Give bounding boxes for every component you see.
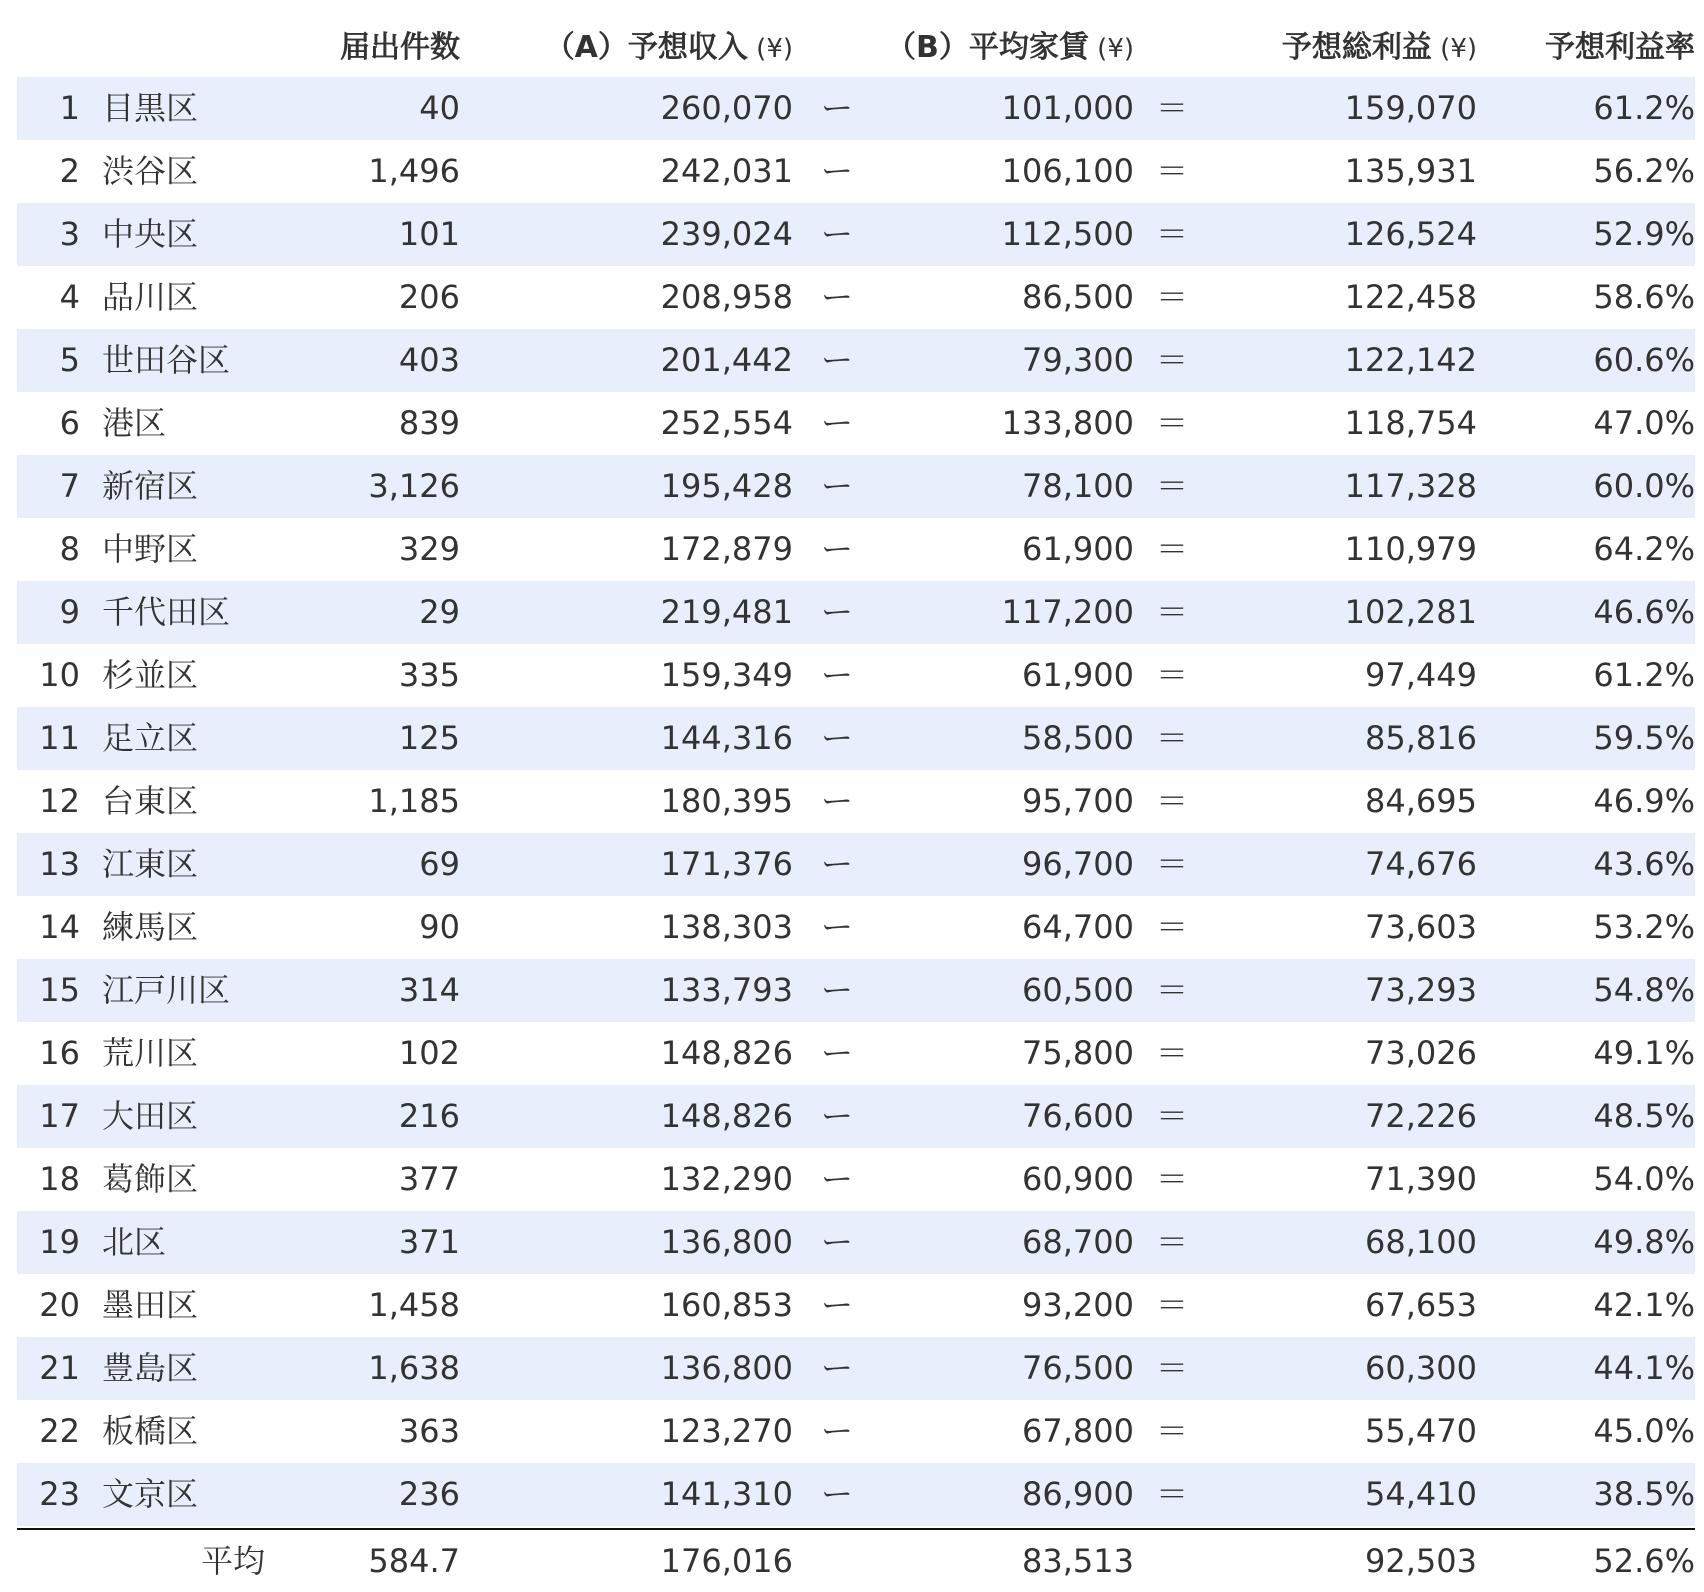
equals-operator: ＝ — [1155, 152, 1188, 190]
equals-operator: ＝ — [1155, 782, 1188, 820]
rank-cell: 15 — [39, 971, 80, 1009]
minus-operator: ー — [820, 89, 853, 127]
equals-operator: ＝ — [1155, 1286, 1188, 1324]
rate-cell: 56.2% — [1593, 152, 1695, 190]
table-row — [17, 392, 1695, 455]
rank-cell: 22 — [39, 1412, 80, 1450]
rate-cell: 64.2% — [1593, 530, 1695, 568]
header-income: （A）予想収入 (¥) — [544, 30, 793, 65]
count-cell: 1,185 — [368, 782, 460, 820]
rate-cell: 43.6% — [1593, 845, 1695, 883]
equals-operator: ＝ — [1155, 278, 1188, 316]
equals-operator: ＝ — [1155, 467, 1188, 505]
minus-operator: ー — [820, 1286, 853, 1324]
profit-cell: 122,142 — [1344, 341, 1477, 379]
ward-cell: 中野区 — [102, 530, 199, 568]
ward-cell: 中央区 — [102, 215, 199, 253]
count-cell: 206 — [398, 278, 460, 316]
table-row — [17, 1085, 1695, 1148]
table-row — [17, 707, 1695, 770]
ward-cell: 目黒区 — [102, 89, 199, 127]
rent-cell: 60,900 — [1022, 1160, 1134, 1198]
table-row — [17, 266, 1695, 329]
header-profit: 予想総利益 (¥) — [1281, 30, 1477, 65]
rent-cell: 93,200 — [1022, 1286, 1134, 1324]
rent-cell: 101,000 — [1001, 89, 1134, 127]
income-cell: 195,428 — [660, 467, 793, 505]
rate-cell: 48.5% — [1593, 1097, 1695, 1135]
rate-cell: 38.5% — [1593, 1475, 1695, 1513]
table-row — [17, 1274, 1695, 1337]
table-row — [17, 77, 1695, 140]
income-cell: 208,958 — [660, 278, 793, 316]
table-row — [17, 896, 1695, 959]
minus-operator: ー — [820, 1349, 853, 1387]
count-cell: 1,458 — [368, 1286, 460, 1324]
rate-cell: 49.1% — [1593, 1034, 1695, 1072]
minus-operator: ー — [820, 1034, 853, 1072]
rate-cell: 53.2% — [1593, 908, 1695, 946]
income-cell: 141,310 — [660, 1475, 793, 1513]
income-cell: 201,442 — [660, 341, 793, 379]
equals-operator: ＝ — [1155, 908, 1188, 946]
income-cell: 242,031 — [660, 152, 793, 190]
rank-cell: 5 — [59, 341, 80, 379]
rent-cell: 86,500 — [1022, 278, 1134, 316]
ward-cell: 杉並区 — [102, 656, 199, 694]
profit-cell: 117,328 — [1344, 467, 1477, 505]
profit-cell: 55,470 — [1365, 1412, 1477, 1450]
average-row — [17, 1530, 1695, 1592]
table-row — [17, 1211, 1695, 1274]
header-rate: 予想利益率 — [1545, 30, 1695, 65]
average-profit: 92,503 — [1365, 1542, 1477, 1580]
rent-cell: 58,500 — [1022, 719, 1134, 757]
income-cell: 252,554 — [660, 404, 793, 442]
profit-cell: 74,676 — [1365, 845, 1477, 883]
rank-cell: 13 — [39, 845, 80, 883]
rank-cell: 21 — [39, 1349, 80, 1387]
ward-cell: 世田谷区 — [102, 341, 231, 379]
count-cell: 371 — [398, 1223, 460, 1261]
ward-cell: 豊島区 — [102, 1349, 199, 1387]
ward-cell: 墨田区 — [102, 1286, 199, 1324]
rank-cell: 12 — [39, 782, 80, 820]
rent-cell: 86,900 — [1022, 1475, 1134, 1513]
rank-cell: 14 — [39, 908, 80, 946]
ward-cell: 葛飾区 — [102, 1160, 199, 1198]
equals-operator: ＝ — [1155, 593, 1188, 631]
minus-operator: ー — [820, 1223, 853, 1261]
rate-cell: 46.9% — [1593, 782, 1695, 820]
income-cell: 133,793 — [660, 971, 793, 1009]
rate-cell: 47.0% — [1593, 404, 1695, 442]
ward-cell: 大田区 — [102, 1097, 199, 1135]
rate-cell: 42.1% — [1593, 1286, 1695, 1324]
rent-cell: 112,500 — [1001, 215, 1134, 253]
profit-cell: 126,524 — [1344, 215, 1477, 253]
minus-operator: ー — [820, 971, 853, 1009]
income-cell: 132,290 — [660, 1160, 793, 1198]
ward-cell: 渋谷区 — [102, 152, 199, 190]
ward-cell: 板橋区 — [102, 1412, 199, 1450]
rate-cell: 49.8% — [1593, 1223, 1695, 1261]
rank-cell: 7 — [59, 467, 80, 505]
profit-cell: 72,226 — [1365, 1097, 1477, 1135]
minus-operator: ー — [820, 215, 853, 253]
equals-operator: ＝ — [1155, 845, 1188, 883]
profit-cell: 118,754 — [1344, 404, 1477, 442]
table-row — [17, 1148, 1695, 1211]
minus-operator: ー — [820, 1475, 853, 1513]
header-count: 届出件数 — [340, 30, 460, 65]
equals-operator: ＝ — [1155, 1475, 1188, 1513]
table-row — [17, 203, 1695, 266]
count-cell: 90 — [419, 908, 460, 946]
rent-cell: 76,500 — [1022, 1349, 1134, 1387]
count-cell: 69 — [419, 845, 460, 883]
profit-cell: 84,695 — [1365, 782, 1477, 820]
table-body — [17, 77, 1695, 1526]
equals-operator: ＝ — [1155, 719, 1188, 757]
table-row — [17, 1337, 1695, 1400]
rate-cell: 60.0% — [1593, 467, 1695, 505]
count-cell: 403 — [398, 341, 460, 379]
minus-operator: ー — [820, 1412, 853, 1450]
header-rent: （B）平均家賃 (¥) — [886, 30, 1134, 65]
table-row — [17, 770, 1695, 833]
profit-cell: 71,390 — [1365, 1160, 1477, 1198]
count-cell: 335 — [398, 656, 460, 694]
minus-operator: ー — [820, 530, 853, 568]
table-row — [17, 140, 1695, 203]
income-cell: 136,800 — [660, 1223, 793, 1261]
rate-cell: 52.9% — [1593, 215, 1695, 253]
equals-operator: ＝ — [1155, 1223, 1188, 1261]
profit-cell: 54,410 — [1365, 1475, 1477, 1513]
rank-cell: 16 — [39, 1034, 80, 1072]
ward-cell: 練馬区 — [102, 908, 199, 946]
rate-cell: 54.0% — [1593, 1160, 1695, 1198]
rate-cell: 54.8% — [1593, 971, 1695, 1009]
profit-cell: 122,458 — [1344, 278, 1477, 316]
rent-cell: 67,800 — [1022, 1412, 1134, 1450]
rent-cell: 133,800 — [1001, 404, 1134, 442]
ward-cell: 足立区 — [102, 719, 199, 757]
minus-operator: ー — [820, 845, 853, 883]
count-cell: 102 — [398, 1034, 460, 1072]
table-row — [17, 518, 1695, 581]
ward-cell: 台東区 — [102, 782, 199, 820]
table-row — [17, 833, 1695, 896]
profit-cell: 60,300 — [1365, 1349, 1477, 1387]
table-row — [17, 1400, 1695, 1463]
equals-operator: ＝ — [1155, 1412, 1188, 1450]
rent-cell: 117,200 — [1001, 593, 1134, 631]
income-cell: 160,853 — [660, 1286, 793, 1324]
ward-cell: 江戸川区 — [102, 971, 231, 1009]
rank-cell: 20 — [39, 1286, 80, 1324]
ward-cell: 北区 — [102, 1223, 167, 1261]
minus-operator: ー — [820, 593, 853, 631]
rent-cell: 60,500 — [1022, 971, 1134, 1009]
income-cell: 180,395 — [660, 782, 793, 820]
profit-cell: 97,449 — [1365, 656, 1477, 694]
minus-operator: ー — [820, 656, 853, 694]
rank-cell: 18 — [39, 1160, 80, 1198]
income-cell: 172,879 — [660, 530, 793, 568]
rent-cell: 96,700 — [1022, 845, 1134, 883]
ward-cell: 江東区 — [102, 845, 199, 883]
equals-operator: ＝ — [1155, 1034, 1188, 1072]
ward-cell: 港区 — [102, 404, 167, 442]
rent-cell: 79,300 — [1022, 341, 1134, 379]
equals-operator: ＝ — [1155, 971, 1188, 1009]
average-rent: 83,513 — [1022, 1542, 1134, 1580]
minus-operator: ー — [820, 467, 853, 505]
rent-cell: 61,900 — [1022, 656, 1134, 694]
minus-operator: ー — [820, 152, 853, 190]
rate-cell: 46.6% — [1593, 593, 1695, 631]
income-cell: 148,826 — [660, 1034, 793, 1072]
rate-cell: 58.6% — [1593, 278, 1695, 316]
count-cell: 40 — [419, 89, 460, 127]
income-cell: 171,376 — [660, 845, 793, 883]
rank-cell: 11 — [39, 719, 80, 757]
count-cell: 236 — [398, 1475, 460, 1513]
rent-cell: 106,100 — [1001, 152, 1134, 190]
profit-cell: 73,293 — [1365, 971, 1477, 1009]
profit-cell: 68,100 — [1365, 1223, 1477, 1261]
profit-cell: 73,026 — [1365, 1034, 1477, 1072]
ward-cell: 千代田区 — [102, 593, 231, 631]
minus-operator: ー — [820, 341, 853, 379]
profit-cell: 73,603 — [1365, 908, 1477, 946]
rent-cell: 61,900 — [1022, 530, 1134, 568]
minus-operator: ー — [820, 782, 853, 820]
income-cell: 136,800 — [660, 1349, 793, 1387]
rate-cell: 59.5% — [1593, 719, 1695, 757]
rent-cell: 78,100 — [1022, 467, 1134, 505]
header-row — [17, 0, 1695, 77]
income-cell: 159,349 — [660, 656, 793, 694]
rent-cell: 95,700 — [1022, 782, 1134, 820]
minus-operator: ー — [820, 908, 853, 946]
count-cell: 29 — [419, 593, 460, 631]
count-cell: 377 — [398, 1160, 460, 1198]
rank-cell: 4 — [59, 278, 80, 316]
count-cell: 101 — [398, 215, 460, 253]
equals-operator: ＝ — [1155, 215, 1188, 253]
income-cell: 123,270 — [660, 1412, 793, 1450]
rank-cell: 9 — [59, 593, 80, 631]
rent-cell: 76,600 — [1022, 1097, 1134, 1135]
rate-cell: 61.2% — [1593, 656, 1695, 694]
equals-operator: ＝ — [1155, 1160, 1188, 1198]
rank-cell: 8 — [59, 530, 80, 568]
rank-cell: 10 — [39, 656, 80, 694]
income-cell: 144,316 — [660, 719, 793, 757]
average-rate: 52.6% — [1593, 1542, 1695, 1580]
table-row — [17, 455, 1695, 518]
profit-cell: 67,653 — [1365, 1286, 1477, 1324]
minus-operator: ー — [820, 1160, 853, 1198]
profit-cell: 159,070 — [1344, 89, 1477, 127]
income-cell: 148,826 — [660, 1097, 793, 1135]
rank-cell: 3 — [59, 215, 80, 253]
count-cell: 314 — [398, 971, 460, 1009]
rate-cell: 45.0% — [1593, 1412, 1695, 1450]
table-row — [17, 1022, 1695, 1085]
ward-cell: 文京区 — [102, 1475, 199, 1513]
rate-cell: 60.6% — [1593, 341, 1695, 379]
rank-cell: 23 — [39, 1475, 80, 1513]
rank-cell: 1 — [59, 89, 80, 127]
count-cell: 363 — [398, 1412, 460, 1450]
equals-operator: ＝ — [1155, 404, 1188, 442]
equals-operator: ＝ — [1155, 530, 1188, 568]
ward-cell: 新宿区 — [102, 467, 199, 505]
rent-cell: 64,700 — [1022, 908, 1134, 946]
average-label: 平均 — [200, 1542, 265, 1580]
equals-operator: ＝ — [1155, 656, 1188, 694]
rank-cell: 17 — [39, 1097, 80, 1135]
income-cell: 219,481 — [660, 593, 793, 631]
rate-cell: 44.1% — [1593, 1349, 1695, 1387]
minus-operator: ー — [820, 719, 853, 757]
profit-cell: 110,979 — [1344, 530, 1477, 568]
equals-operator: ＝ — [1155, 1349, 1188, 1387]
minus-operator: ー — [820, 1097, 853, 1135]
profit-table — [17, 0, 1695, 1592]
rank-cell: 6 — [59, 404, 80, 442]
profit-cell: 102,281 — [1344, 593, 1477, 631]
average-count: 584.7 — [368, 1542, 460, 1580]
income-cell: 239,024 — [660, 215, 793, 253]
count-cell: 216 — [398, 1097, 460, 1135]
table-row — [17, 644, 1695, 707]
average-income: 176,016 — [660, 1542, 793, 1580]
income-cell: 260,070 — [660, 89, 793, 127]
rate-cell: 61.2% — [1593, 89, 1695, 127]
count-cell: 839 — [398, 404, 460, 442]
rent-cell: 68,700 — [1022, 1223, 1134, 1261]
rent-cell: 75,800 — [1022, 1034, 1134, 1072]
equals-operator: ＝ — [1155, 89, 1188, 127]
profit-cell: 85,816 — [1365, 719, 1477, 757]
ward-cell: 荒川区 — [102, 1034, 199, 1072]
income-cell: 138,303 — [660, 908, 793, 946]
equals-operator: ＝ — [1155, 341, 1188, 379]
table-row — [17, 329, 1695, 392]
table-row — [17, 959, 1695, 1022]
table-row — [17, 581, 1695, 644]
rank-cell: 19 — [39, 1223, 80, 1261]
rank-cell: 2 — [59, 152, 80, 190]
count-cell: 329 — [398, 530, 460, 568]
count-cell: 3,126 — [368, 467, 460, 505]
count-cell: 1,496 — [368, 152, 460, 190]
count-cell: 125 — [398, 719, 460, 757]
equals-operator: ＝ — [1155, 1097, 1188, 1135]
ward-cell: 品川区 — [102, 278, 199, 316]
minus-operator: ー — [820, 404, 853, 442]
count-cell: 1,638 — [368, 1349, 460, 1387]
profit-cell: 135,931 — [1344, 152, 1477, 190]
table-row — [17, 1463, 1695, 1526]
minus-operator: ー — [820, 278, 853, 316]
